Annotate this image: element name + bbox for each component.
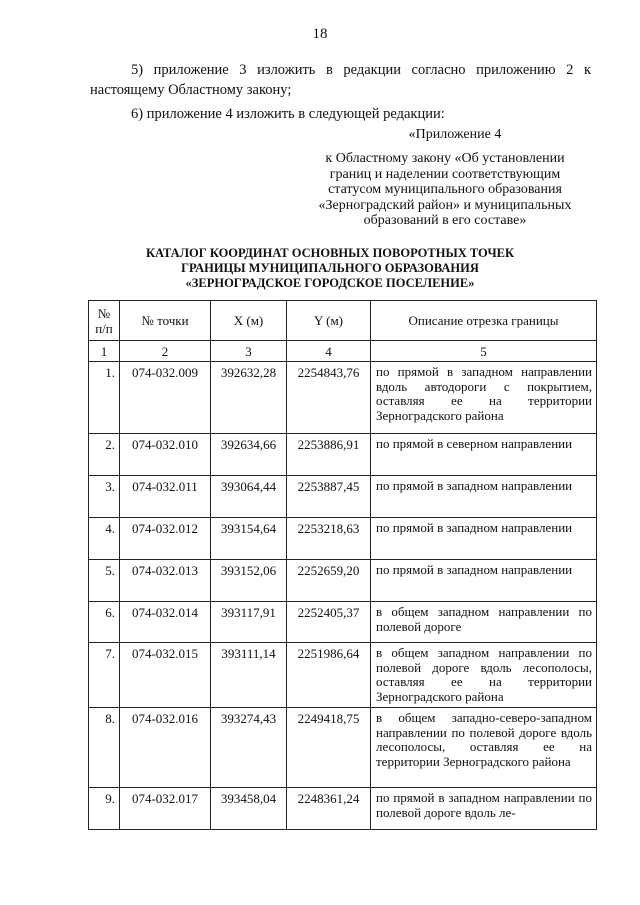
table-row (89, 708, 597, 788)
row-y-coordinate: 2253887,45 (287, 476, 371, 518)
table-row (89, 560, 597, 602)
row-x-coordinate: 393152,06 (211, 560, 287, 602)
table-row (89, 788, 597, 830)
row-number: 7. (89, 643, 120, 708)
row-y-coordinate: 2252405,37 (287, 602, 371, 643)
appendix-line: статусом муниципального образования (328, 182, 562, 197)
row-number: 2. (89, 434, 120, 476)
row-number: 8. (89, 708, 120, 788)
table-row (89, 643, 597, 708)
row-y-coordinate: 2253218,63 (287, 518, 371, 560)
row-point-id: 074-032.013 (120, 560, 211, 602)
row-number: 3. (89, 476, 120, 518)
appendix-line: к Областному закону «Об установлении (325, 151, 565, 166)
row-y-coordinate: 2253886,91 (287, 434, 371, 476)
row-x-coordinate: 393154,64 (211, 518, 287, 560)
paragraph-6: 6) приложение 4 изложить в следующей редакции: (131, 106, 445, 122)
table-row (89, 434, 597, 476)
row-number: 9. (89, 788, 120, 830)
appendix-line: «Зерноградский район» и муниципальных (318, 197, 572, 213)
header-point: № точки (120, 301, 211, 341)
row-number: 6. (89, 602, 120, 643)
table-header-row (89, 301, 597, 341)
row-x-coordinate: 393117,91 (211, 602, 287, 643)
row-y-coordinate: 2252659,20 (287, 560, 371, 602)
catalog-title-line: КАТАЛОГ КООРДИНАТ ОСНОВНЫХ ПОВОРОТНЫХ ТОЧЕК (145, 246, 515, 260)
appendix-title: «Приложение 4 (408, 127, 502, 142)
catalog-title-line: «ЗЕРНОГРАДСКОЕ ГОРОДСКОЕ ПОСЕЛЕНИЕ» (185, 276, 475, 290)
row-point-id: 074-032.015 (120, 643, 211, 708)
row-point-id: 074-032.012 (120, 518, 211, 560)
row-description: по прямой в западном направлении (371, 518, 597, 560)
row-description: по прямой в западном направлении (371, 560, 597, 602)
row-description: по прямой в западном направлении (371, 476, 597, 518)
header-num (89, 301, 120, 341)
paragraph-5-line2: настоящему Областному закону; (90, 82, 292, 98)
catalog-title (90, 246, 570, 291)
row-point-id: 074-032.014 (120, 602, 211, 643)
row-description: в общем западном направлении по полевой дороге (371, 602, 597, 643)
row-y-coordinate: 2251986,64 (287, 643, 371, 708)
header-desc: Описание отрезка границы (371, 301, 597, 341)
row-description: по прямой в западном направлении вдоль автодороги с покрытием, оставляя ее на территории Зерноградского района (371, 362, 597, 434)
row-x-coordinate: 393274,43 (211, 708, 287, 788)
row-point-id: 074-032.009 (120, 362, 211, 434)
row-description: в общем западно-северо-западном направлении по полевой дороге вдоль лесополосы, оставляя ее на территории Зерноградского района (371, 708, 597, 788)
table-row (89, 602, 597, 643)
table-colnum-row (89, 341, 597, 362)
table-row (89, 362, 597, 434)
row-y-coordinate: 2254843,76 (287, 362, 371, 434)
row-x-coordinate: 392634,66 (211, 434, 287, 476)
col-number: 2 (120, 341, 211, 362)
row-number: 5. (89, 560, 120, 602)
col-number: 5 (371, 341, 597, 362)
col-number: 3 (211, 341, 287, 362)
col-number: 4 (287, 341, 371, 362)
coordinates-table (88, 300, 597, 830)
row-number: 4. (89, 518, 120, 560)
header-num-line2: п/п (95, 320, 113, 336)
page-number: 18 (312, 26, 328, 42)
row-point-id: 074-032.010 (120, 434, 211, 476)
row-number: 1. (89, 362, 120, 434)
table-row (89, 476, 597, 518)
row-x-coordinate: 392632,28 (211, 362, 287, 434)
row-x-coordinate: 393064,44 (211, 476, 287, 518)
row-point-id: 074-032.017 (120, 788, 211, 830)
row-x-coordinate: 393458,04 (211, 788, 287, 830)
col-number: 1 (89, 341, 120, 362)
header-y: Y (м) (287, 301, 371, 341)
row-point-id: 074-032.016 (120, 708, 211, 788)
table-body (89, 362, 597, 830)
header-num-line1: № (97, 305, 111, 321)
row-description: по прямой в северном направлении (371, 434, 597, 476)
row-point-id: 074-032.011 (120, 476, 211, 518)
row-y-coordinate: 2249418,75 (287, 708, 371, 788)
row-y-coordinate: 2248361,24 (287, 788, 371, 830)
appendix-line: образований в его составе» (363, 213, 527, 228)
row-description: в общем западном направлении по полевой дороге вдоль лесополосы, оставляя ее на территории Зерноградского района (371, 643, 597, 708)
catalog-title-line: ГРАНИЦЫ МУНИЦИПАЛЬНОГО ОБРАЗОВАНИЯ (181, 261, 479, 275)
row-description: по прямой в западном направлении по полевой дороге вдоль ле- (371, 788, 597, 830)
paragraph-5-line1: 5) приложение 3 изложить в редакции согласно приложению 2 к (131, 62, 591, 78)
table-row (89, 518, 597, 560)
row-x-coordinate: 393111,14 (211, 643, 287, 708)
header-x: X (м) (211, 301, 287, 341)
appendix-line: границ и наделении соответствующим (329, 166, 561, 182)
